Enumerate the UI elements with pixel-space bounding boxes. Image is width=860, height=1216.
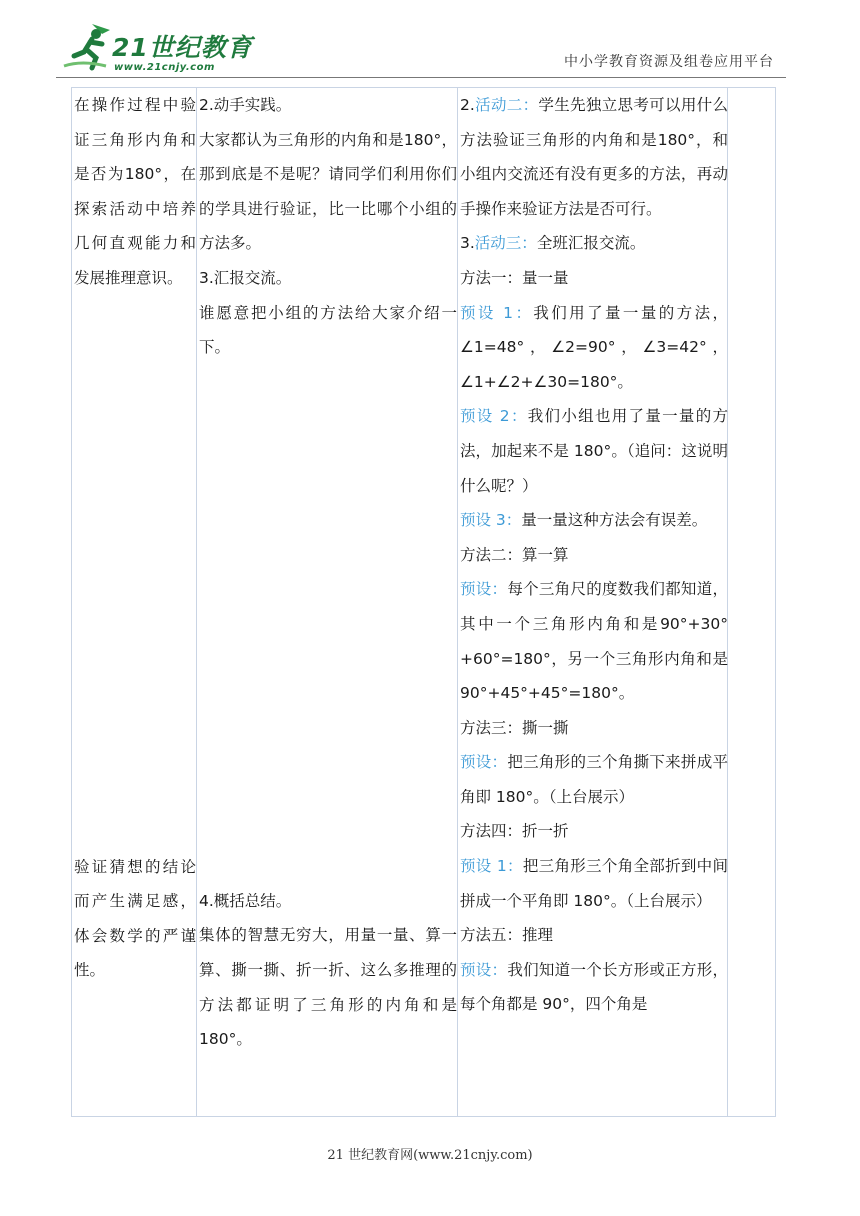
activity-paragraph: 3.活动三：全班汇报交流。 (460, 234, 646, 253)
activity-paragraph: 2.活动二：学生先独立思考可以用什么方法验证三角形的内角和是180°，和小组内交流还有没有更多的方法，再动手操作来验证方法是否可行。 (460, 96, 728, 218)
lesson-table (71, 87, 776, 1117)
preset-label: 预设： (460, 580, 508, 599)
preset-paragraph: 预设：我们知道一个长方形或正方形，每个角都是 90°，四个角是 (460, 960, 728, 1014)
column-divider (457, 88, 458, 1116)
preset-label: 预设 1： (460, 303, 534, 322)
site-logo (62, 22, 253, 76)
preset-paragraph: 预设：把三角形的三个角撕下来拼成平角即 180°。（上台展示） (460, 753, 728, 806)
step-title: 2.动手实践。 (199, 96, 292, 114)
preset-label: 预设 3： (460, 511, 522, 530)
step-text: 谁愿意把小组的方法给大家介绍一下。 (199, 303, 457, 357)
preset-paragraph: 预设：每个三角尺的度数我们都知道，其中一个三角形内角和是90°+30°+60°=180°，另一个三角形内角和是 90°+45°+45°=180°。 (460, 580, 728, 703)
logo-url: www.21cnjy.com (114, 62, 215, 73)
runner-logo-icon (62, 22, 114, 72)
page-footer: 21 世纪教育网(www.21cnjy.com) (327, 1148, 533, 1163)
method-title: 方法三：撕一撕 (460, 718, 569, 737)
activity-label: 活动三： (474, 234, 537, 253)
goal-text: 验证猜想的结论而产生满足感，体会数学的严谨性。 (74, 857, 196, 980)
preset-label: 预设： (460, 753, 508, 772)
preset-label: 预设 1： (460, 857, 523, 876)
logo-text: 21世纪教育 (112, 33, 253, 62)
method-title: 方法一：量一量 (460, 268, 569, 287)
page-header (0, 0, 860, 84)
teacher-activity-column (199, 88, 457, 1057)
preset-paragraph: 预设 3：量一量这种方法会有误差。 (460, 511, 708, 530)
column-divider (196, 88, 197, 1116)
step-text: 集体的智慧无穷大，用量一量、算一算、撕一撕、折一折、这么多推理的方法都证明了三角形的内角和是180°。 (199, 926, 457, 1049)
preset-label: 预设： (460, 960, 508, 979)
design-intent-column (74, 88, 196, 988)
student-activity-column (460, 88, 728, 1022)
goal-text: 在操作过程中验证三角形内角和是否为180°，在探索活动中培养几何直观能力和发展推理意识。 (74, 96, 196, 287)
method-title: 方法四：折一折 (460, 822, 569, 841)
activity-label: 活动二： (474, 96, 539, 114)
step-title: 4.概括总结。 (199, 891, 292, 910)
header-divider (56, 77, 786, 78)
preset-paragraph: 预设 1：我们用了量一量的方法，∠1=48°，∠2=90°，∠3=42°，∠1+∠2+∠30=180°。 (460, 303, 728, 391)
preset-paragraph: 预设 2：我们小组也用了量一量的方法，加起来不是 180°。（追问：这说明什么呢？） (460, 407, 728, 495)
preset-paragraph: 预设 1：把三角形三个角全部折到中间拼成一个平角即 180°。（上台展示） (460, 857, 728, 910)
method-title: 方法二：算一算 (460, 545, 569, 564)
preset-label: 预设 2： (460, 407, 528, 426)
platform-name: 中小学教育资源及组卷应用平台 (564, 54, 774, 70)
method-title: 方法五：推理 (460, 926, 554, 945)
step-text: 大家都认为三角形的内角和是180°，那到底是不是呢？请同学们利用你们的学具进行验证，比一比哪个小组的方法多。 (199, 130, 457, 253)
step-title: 3.汇报交流。 (199, 268, 292, 287)
